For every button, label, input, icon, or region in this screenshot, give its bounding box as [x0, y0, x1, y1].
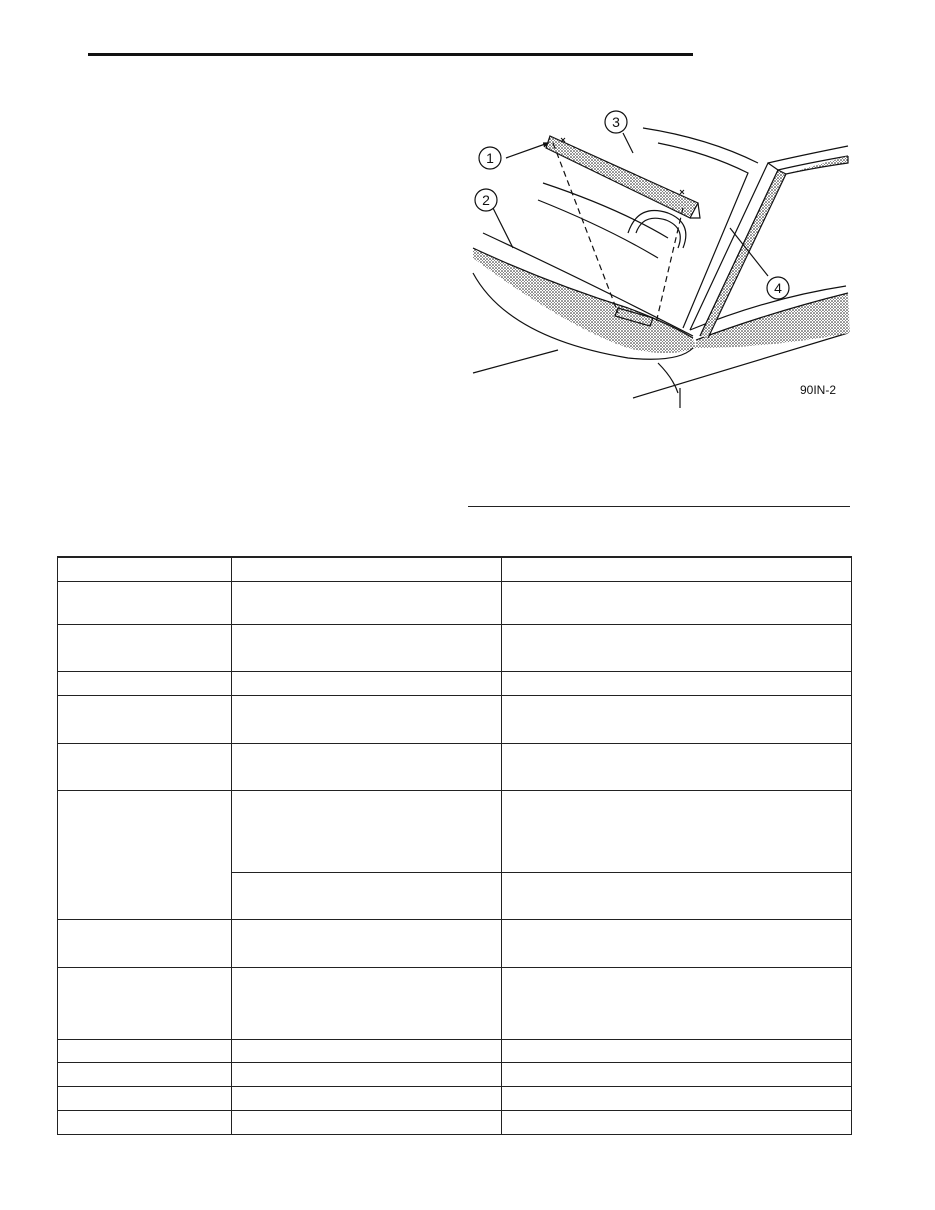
table-cell [232, 872, 502, 919]
table-cell [58, 1062, 232, 1086]
table-cell [502, 743, 852, 790]
table-cell [58, 967, 232, 1039]
table-cell [232, 624, 502, 671]
table-cell [502, 1110, 852, 1134]
table-cell [502, 557, 852, 581]
figure-bottom-rule [468, 506, 850, 507]
table-cell [58, 1086, 232, 1110]
table-row [58, 695, 852, 743]
table-cell [58, 919, 232, 967]
table-cell [502, 1086, 852, 1110]
table-cell [58, 1039, 232, 1062]
table-cell [232, 919, 502, 967]
table-row [58, 1086, 852, 1110]
table-cell [232, 695, 502, 743]
table-cell [232, 743, 502, 790]
table-cell [232, 671, 502, 695]
callout-3-label: 3 [612, 114, 620, 130]
table-cell [232, 557, 502, 581]
table-row [58, 1062, 852, 1086]
table-cell [232, 1039, 502, 1062]
callout-1-label: 1 [486, 150, 494, 166]
table-cell [502, 1039, 852, 1062]
table-cell [58, 624, 232, 671]
figure-code: 90IN-2 [800, 383, 837, 397]
table-cell [232, 790, 502, 872]
table-cell [502, 967, 852, 1039]
table-row [58, 790, 852, 872]
table-row [58, 919, 852, 967]
table-cell [502, 1062, 852, 1086]
table-row [58, 1039, 852, 1062]
table-cell [232, 1086, 502, 1110]
table-cell [232, 1062, 502, 1086]
table-cell [58, 671, 232, 695]
table-cell [58, 695, 232, 743]
table-cell [58, 557, 232, 581]
table-cell [232, 1110, 502, 1134]
table-cell [232, 581, 502, 624]
table-cell [502, 671, 852, 695]
header-rule [88, 53, 693, 56]
table-cell [502, 919, 852, 967]
table-cell [58, 581, 232, 624]
table-cell [502, 695, 852, 743]
table-cell [502, 790, 852, 872]
windshield-trim-diagram [468, 108, 853, 408]
table-cell [58, 790, 232, 919]
table-cell [502, 581, 852, 624]
table-row [58, 557, 852, 581]
spec-table [57, 556, 852, 1135]
table-row [58, 743, 852, 790]
callout-4-label: 4 [774, 280, 782, 296]
table-row [58, 1110, 852, 1134]
table-cell [502, 872, 852, 919]
table-row [58, 671, 852, 695]
table-row [58, 967, 852, 1039]
table-cell [58, 743, 232, 790]
table-cell [502, 624, 852, 671]
table-row [58, 624, 852, 671]
table-cell [58, 1110, 232, 1134]
table-row [58, 581, 852, 624]
callout-2-label: 2 [482, 192, 490, 208]
table-cell [232, 967, 502, 1039]
